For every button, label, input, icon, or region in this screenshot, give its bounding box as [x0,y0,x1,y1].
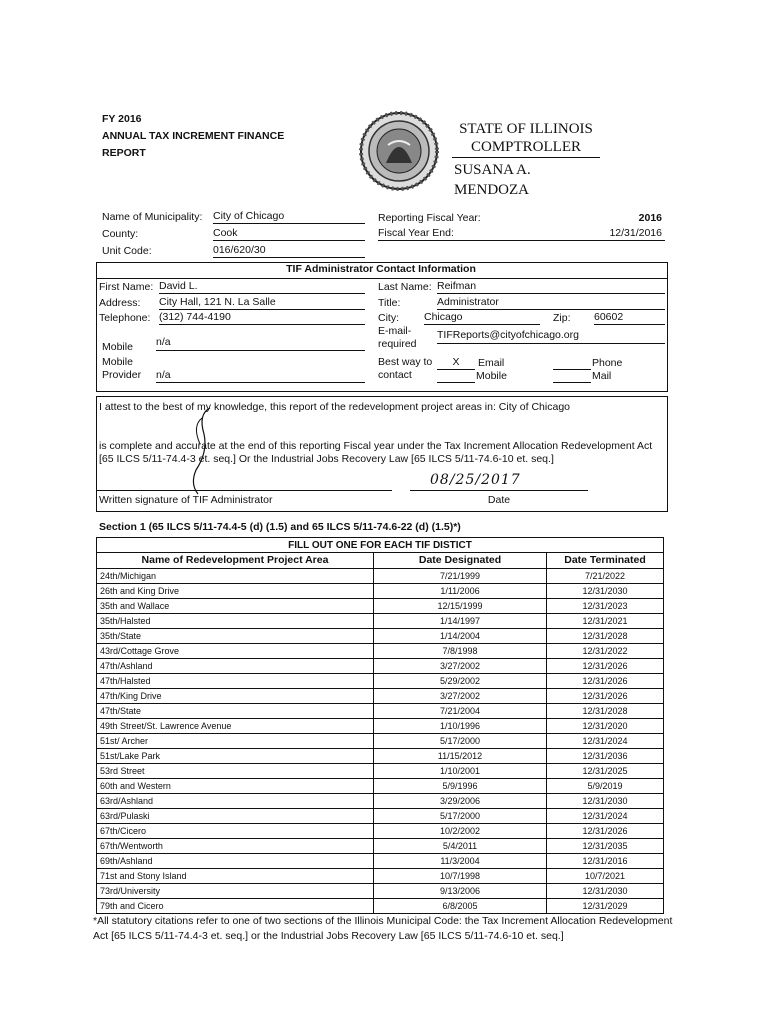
date-designated: 5/9/1996 [374,779,547,794]
table-row [97,659,664,674]
comptroller-header [452,120,600,200]
address-field: City Hall, 121 N. La Salle [159,296,365,310]
table-row [97,779,664,794]
signature-date-handwritten: 08/25/2017 [430,472,521,488]
project-area-name: 53rd Street [97,764,374,779]
date-designated: 1/11/2006 [374,584,547,599]
last-name-field: Reifman [437,280,665,294]
date-designated: 5/4/2011 [374,839,547,854]
report-title: ANNUAL TAX INCREMENT FINANCE [102,130,285,142]
table-row [97,599,664,614]
county-field: Cook [213,227,365,241]
date-terminated: 12/31/2026 [547,674,664,689]
date-terminated: 12/31/2030 [547,794,664,809]
project-area-name: 73rd/University [97,884,374,899]
admin-title-divider [96,278,668,279]
date-terminated: 12/31/2016 [547,854,664,869]
table-row [97,644,664,659]
project-area-name: 43rd/Cottage Grove [97,644,374,659]
first-name-label: First Name: [99,281,154,293]
admin-contact-title: TIF Administrator Contact Information [286,263,476,275]
table-row [97,719,664,734]
phone-option-mark[interactable] [553,356,591,370]
project-area-name: 71st and Stony Island [97,869,374,884]
column-header-terminated: Date Terminated [547,553,664,569]
date-designated: 6/8/2005 [374,899,547,914]
mobile-field: n/a [156,336,365,351]
telephone-field: (312) 744-4190 [159,311,365,325]
date-terminated: 12/31/2024 [547,734,664,749]
telephone-label: Telephone: [99,312,151,324]
report-subtitle: REPORT [102,147,146,159]
mobile-option-mark[interactable] [437,370,475,383]
mail-option-label: Mail [592,370,612,382]
table-row [97,584,664,599]
date-designated: 1/10/1996 [374,719,547,734]
date-designated: 10/7/1998 [374,869,547,884]
first-name-field: David L. [159,280,365,294]
project-area-name: 51st/ Archer [97,734,374,749]
date-label: Date [487,494,511,506]
mail-option-mark[interactable] [553,370,591,383]
table-row [97,689,664,704]
project-area-name: 63rd/Ashland [97,794,374,809]
table-header-row [97,553,664,569]
tif-district-table [96,537,664,914]
table-row [97,764,664,779]
date-terminated: 12/31/2035 [547,839,664,854]
signature-line [96,490,392,491]
date-designated: 3/29/2006 [374,794,547,809]
zip-label: Zip: [553,312,571,324]
date-terminated: 12/31/2026 [547,824,664,839]
municipality-name-label: Name of Municipality: [102,211,203,223]
city-field: Chicago [424,311,540,325]
reporting-fy-label: Reporting Fiscal Year: [378,212,481,224]
attest-line-3: [65 ILCS 5/11-74.4-3 et. seq.] Or the Industrial Jobs Recovery Law [65 ILCS 5/11-74.6-10 et. seq.] [99,453,554,465]
date-terminated: 12/31/2028 [547,629,664,644]
handwritten-signature-icon [180,404,220,496]
date-designated: 11/15/2012 [374,749,547,764]
attest-line-2: is complete and accurate at the end of this reporting Fiscal year under the Tax Increment Allocation Redevelopment Act [99,440,653,452]
date-designated: 5/17/2000 [374,734,547,749]
table-row [97,884,664,899]
date-designated: 1/14/1997 [374,614,547,629]
statutory-footnote: *All statutory citations refer to one of two sections of the Illinois Municipal Code: the Tax Increment Allocation Redevelopment Act [65 ILCS 5/11-74.4-3 et. seq.] or the Industrial Jobs Recovery Law [65 ILCS 5/11-74.6-10 et. seq.] [93,915,673,942]
table-row [97,734,664,749]
project-area-name: 47th/State [97,704,374,719]
table-row [97,629,664,644]
address-label: Address: [99,297,141,309]
state-name: STATE OF ILLINOIS [459,121,593,137]
zip-field: 60602 [594,311,665,325]
mobile-option-label: Mobile [476,370,507,382]
project-area-name: 79th and Cicero [97,899,374,914]
tif-table-body [97,569,664,914]
date-terminated: 12/31/2021 [547,614,664,629]
date-designated: 7/8/1998 [374,644,547,659]
title-field: Administrator [437,296,665,310]
project-area-name: 35th and Wallace [97,599,374,614]
fy-divider [378,240,665,241]
fy-end-label: Fiscal Year End: [378,227,454,239]
table-fill-row [97,538,664,553]
signature-label: Written signature of TIF Administrator [99,494,273,506]
date-designated: 3/27/2002 [374,659,547,674]
date-terminated: 12/31/2036 [547,749,664,764]
email-option-mark[interactable]: X [437,356,475,370]
date-terminated: 12/31/2026 [547,689,664,704]
mobile-label: Mobile [102,341,133,353]
section-1-title: Section 1 (65 ILCS 5/11-74.4-5 (d) (1.5) and 65 ILCS 5/11-74.6-22 (d) (1.5)*) [99,521,461,533]
email-option-label: Email [478,357,505,369]
table-row [97,569,664,584]
project-area-name: 60th and Western [97,779,374,794]
official-name: SUSANA A. MENDOZA [454,162,531,198]
phone-option-label: Phone [592,357,623,369]
date-terminated: 12/31/2028 [547,704,664,719]
table-row [97,899,664,914]
unit-code-label: Unit Code: [102,245,152,257]
table-row [97,704,664,719]
project-area-name: 49th Street/St. Lawrence Avenue [97,719,374,734]
project-area-name: 47th/Halsted [97,674,374,689]
date-terminated: 12/31/2030 [547,584,664,599]
date-terminated: 12/31/2029 [547,899,664,914]
county-label: County: [102,228,139,240]
date-terminated: 5/9/2019 [547,779,664,794]
date-terminated: 12/31/2026 [547,659,664,674]
column-header-name: Name of Redevelopment Project Area [97,553,374,569]
date-designated: 5/17/2000 [374,809,547,824]
illinois-state-seal-icon [358,111,440,191]
table-row [97,749,664,764]
date-designated: 3/27/2002 [374,689,547,704]
table-row [97,824,664,839]
office-name: COMPTROLLER [452,138,600,158]
table-row [97,614,664,629]
date-terminated: 7/21/2022 [547,569,664,584]
project-area-name: 35th/State [97,629,374,644]
table-row [97,854,664,869]
attest-line-1: I attest to the best of my knowledge, this report of the redevelopment project areas in: City of Chicago [99,401,570,413]
date-terminated: 12/31/2024 [547,809,664,824]
table-row [97,674,664,689]
fiscal-year-label: FY 2016 [102,113,142,125]
fy-end-value: 12/31/2016 [609,227,662,239]
city-label: City: [378,312,399,324]
date-designated: 1/14/2004 [374,629,547,644]
unit-code-field: 016/620/30 [213,244,365,258]
project-area-name: 47th/King Drive [97,689,374,704]
date-terminated: 12/31/2020 [547,719,664,734]
reporting-fy-value: 2016 [638,212,662,224]
date-designated: 7/21/1999 [374,569,547,584]
report-header [102,111,284,162]
title-label: Title: [378,297,401,309]
column-header-designated: Date Designated [374,553,547,569]
date-designated: 5/29/2002 [374,674,547,689]
date-designated: 12/15/1999 [374,599,547,614]
project-area-name: 26th and King Drive [97,584,374,599]
project-area-name: 67th/Wentworth [97,839,374,854]
project-area-name: 35th/Halsted [97,614,374,629]
date-line [410,490,588,491]
date-designated: 7/21/2004 [374,704,547,719]
date-designated: 9/13/2006 [374,884,547,899]
mobile-provider-label: Mobile Provider [102,356,142,381]
table-row [97,869,664,884]
email-field: TIFReports@cityofchicago.org [437,329,665,344]
project-area-name: 24th/Michigan [97,569,374,584]
project-area-name: 63rd/Pulaski [97,809,374,824]
date-terminated: 12/31/2023 [547,599,664,614]
table-row [97,794,664,809]
table-row [97,839,664,854]
date-terminated: 12/31/2030 [547,884,664,899]
date-terminated: 12/31/2022 [547,644,664,659]
fill-out-instruction: FILL OUT ONE FOR EACH TIF DISTICT [97,538,664,553]
date-designated: 10/2/2002 [374,824,547,839]
project-area-name: 69th/Ashland [97,854,374,869]
project-area-name: 51st/Lake Park [97,749,374,764]
table-row [97,809,664,824]
date-designated: 1/10/2001 [374,764,547,779]
mobile-provider-field: n/a [156,369,365,383]
project-area-name: 67th/Cicero [97,824,374,839]
date-terminated: 10/7/2021 [547,869,664,884]
municipality-name-field: City of Chicago [213,210,365,224]
date-terminated: 12/31/2025 [547,764,664,779]
last-name-label: Last Name: [378,281,432,293]
best-way-label: Best way to contact [378,356,433,381]
email-label: E-mail- required [378,325,417,350]
date-designated: 11/3/2004 [374,854,547,869]
project-area-name: 47th/Ashland [97,659,374,674]
